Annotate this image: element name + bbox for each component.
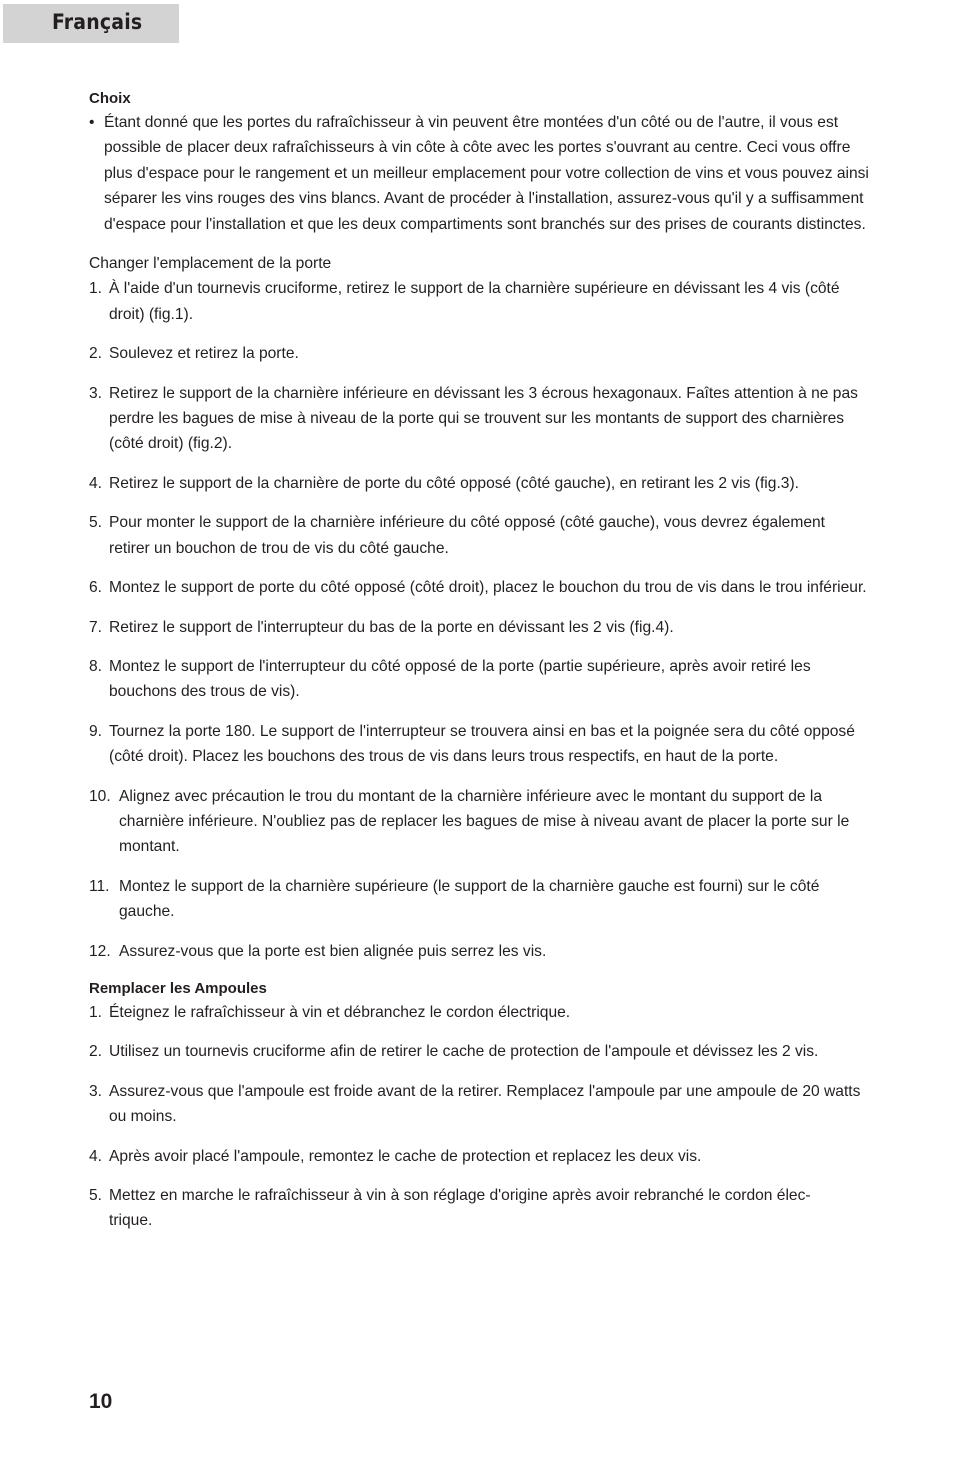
step-item [89, 276, 869, 327]
step-text: Retirez le support de la charnière de porte du côté opposé (côté gauche), en retirant les 2 vis (fig.3). [109, 474, 799, 492]
step-item [89, 575, 869, 600]
page-content [89, 88, 869, 1234]
step-text: Retirez le support de la charnière inférieure en dévissant les 3 écrous hexagonaux. Faîtes attention à ne pas perdre les bagues de mise à niveau de la porte qui se trouvent sur les montants de support des charnières (côté droit) (fig.2). [109, 384, 858, 453]
step-number: 4. [89, 474, 103, 492]
step-text: Après avoir placé l'ampoule, remontez le cache de protection et replacez les deux vis. [109, 1147, 702, 1165]
step-number: 1. [89, 1003, 103, 1021]
step-number: 3. [89, 1082, 103, 1100]
step-text: Alignez avec précaution le trou du montant de la charnière inférieure avec le montant du support de la charnière inférieure. N'oubliez pas de replacer les bagues de mise à niveau avant de placer la porte sur le montant. [119, 787, 850, 856]
step-text: À l'aide d'un tournevis cruciforme, retirez le support de la charnière supérieure en dévissant les 4 vis (côté droit) (fig.1). [109, 280, 840, 323]
step-number: 5. [89, 514, 103, 532]
step-item [89, 381, 869, 457]
bulb-steps-list [89, 1000, 869, 1234]
step-item [89, 1144, 869, 1169]
step-number: 3. [89, 384, 103, 402]
choix-heading: Choix [89, 90, 131, 107]
step-item [89, 654, 869, 705]
door-steps-list [89, 276, 869, 964]
language-tab: Français [3, 4, 179, 43]
step-text: Tournez la porte 180. Le support de l'interrupteur se trouvera ainsi en bas et la poignée sera du côté opposé (côté droit). Placez les bouchons des trous de vis dans leurs trous respectifs, en haut de la porte. [109, 722, 855, 766]
step-item [89, 784, 869, 860]
step-text: Montez le support de la charnière supérieure (le support de la charnière gauche est fourni) sur le côté gauche. [119, 877, 820, 921]
step-item [89, 1000, 869, 1025]
step-item [89, 1183, 869, 1234]
step-text: Assurez-vous que l'ampoule est froide avant de la retirer. Remplacez l'ampoule par une ampoule de 20 watts ou moins. [109, 1082, 861, 1126]
step-item [89, 471, 869, 496]
step-number: 6. [89, 579, 103, 597]
choix-bullet [89, 110, 869, 237]
step-text: Utilisez un tournevis cruciforme afin de retirer le cache de protection de l'ampoule et dévissez les 2 vis. [109, 1043, 819, 1061]
step-number: 5. [89, 1187, 103, 1204]
step-item [89, 341, 869, 366]
step-number: 2. [89, 345, 103, 363]
step-item [89, 615, 869, 640]
step-number: 2. [89, 1043, 103, 1061]
step-text: Montez le support de porte du côté opposé (côté droit), placez le bouchon du trou de vis dans le trou inférieur. [109, 579, 867, 597]
page-number: 10 [89, 1390, 113, 1413]
step-number: 11. [89, 877, 110, 895]
step-item [89, 874, 869, 925]
step-number: 7. [89, 618, 103, 636]
step-item [89, 719, 869, 770]
step-text: Assurez-vous que la porte est bien alignée puis serrez les vis. [119, 942, 547, 960]
choix-bullet-text: Étant donné que les portes du rafraîchisseur à vin peuvent être montées d'un côté ou de l'autre, il vous est possible de placer deux rafraîchisseurs à vin côte à côte avec les portes s'ouvrant au centre. Ceci vous offre plus d'espace pour le rangement et un meilleur emplacement pour votre collection de vins et vous pouvez ainsi séparer les vins rouges des vins blancs. Avant de procéder à l'installation, assurez-vous qu'il y a suffisamment d'espace pour l'installation et que les deux compartiments sont branchés sur des prises de courants distinctes. [104, 114, 869, 233]
step-item [89, 1039, 869, 1064]
step-number: 8. [89, 657, 103, 675]
step-item [89, 1079, 869, 1130]
step-text: Montez le support de l'interrupteur du côté opposé de la porte (partie supérieure, après avoir retiré les bouchons des trous de vis). [109, 657, 811, 701]
step-text: Mettez en marche le rafraîchisseur à vin à son réglage d'origine après avoir rebranché le cordon élec- trique. [109, 1187, 811, 1230]
door-heading: Changer l'emplacement de la porte [89, 255, 332, 273]
step-number: 4. [89, 1147, 103, 1165]
step-number: 9. [89, 722, 103, 740]
step-item [89, 939, 869, 964]
step-number: 1. [89, 280, 103, 298]
step-number: 12. [89, 942, 111, 960]
step-text: Soulevez et retirez la porte. [109, 345, 299, 363]
step-text: Pour monter le support de la charnière inférieure du côté opposé (côté gauche), vous devrez également retirer un bouchon de trou de vis du côté gauche. [109, 514, 826, 557]
bullet-marker: • [89, 114, 95, 131]
bulbs-heading: Remplacer les Ampoules [89, 979, 267, 997]
step-item [89, 510, 869, 561]
step-number: 10. [89, 787, 111, 805]
step-text: Éteignez le rafraîchisseur à vin et débranchez le cordon électrique. [109, 1003, 571, 1021]
step-text: Retirez le support de l'interrupteur du bas de la porte en dévissant les 2 vis (fig.4). [109, 618, 674, 636]
